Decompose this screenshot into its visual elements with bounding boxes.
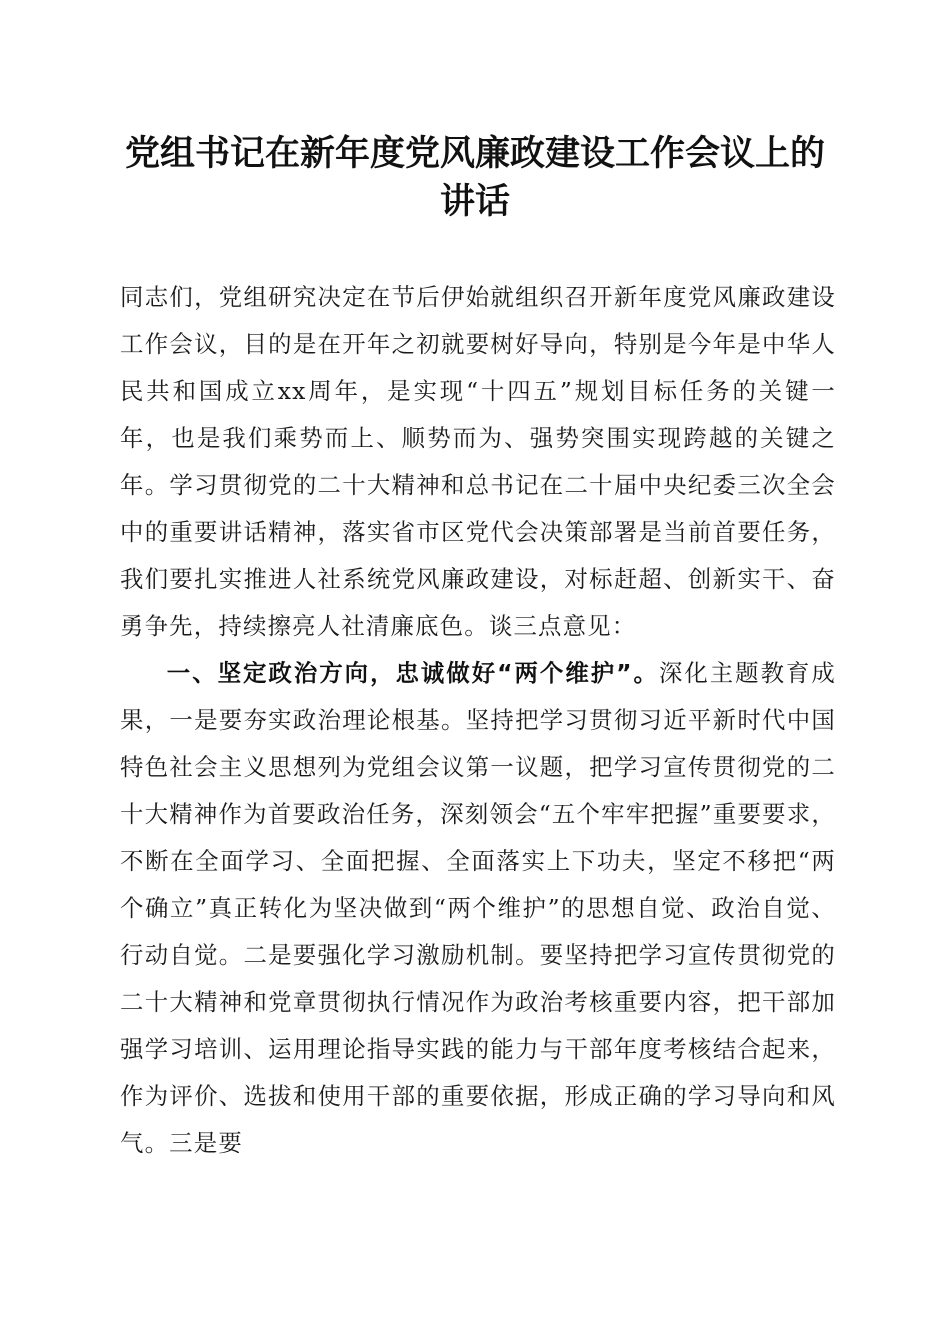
document-body xyxy=(120,274,836,1167)
document-title: 党组书记在新年度党风廉政建设工作会议上的讲话 xyxy=(124,133,825,222)
section-one-text: 深化主题教育成果，一是要夯实政治理论根基。坚持把学习贯彻习近平新时代中国特色社会主义思想列为党组会议第一议题，把学习宣传贯彻党的二十大精神作为首要政治任务，深刻领会“五个牢牢把握”重要要求，不断在全面学习、全面把握、全面落实上下功夫，坚定不移把“两个确立”真正转化为坚决做到“两个维护”的思想自觉、政治自觉、行动自觉。二是要强化学习激励机制。要坚持把学习宣传贯彻党的二十大精神和党章贯彻执行情况作为政治考核重要内容，把干部加强学习培训、运用理论指导实践的能力与干部年度考核结合起来，作为评价、选拔和使用干部的重要依据，形成正确的学习导向和风气。三是要 xyxy=(120,659,836,1157)
section-one-paragraph xyxy=(120,650,836,1167)
section-one-heading: 一、坚定政治方向，忠诚做好“两个维护”。 xyxy=(166,659,659,687)
opening-paragraph: 同志们，党组研究决定在节后伊始就组织召开新年度党风廉政建设工作会议，目的是在开年之初就要树好导向，特别是今年是中华人民共和国成立xx周年，是实现“十四五”规划目标任务的关键一年，也是我们乘势而上、顺势而为、强势突围实现跨越的关键之年。学习贯彻党的二十大精神和总书记在二十届中央纪委三次全会中的重要讲话精神，落实省市区党代会决策部署是当前首要任务，我们要扎实推进人社系统党风廉政建设，对标赶超、创新实干、奋勇争先，持续擦亮人社清廉底色。谈三点意见： xyxy=(120,283,836,640)
